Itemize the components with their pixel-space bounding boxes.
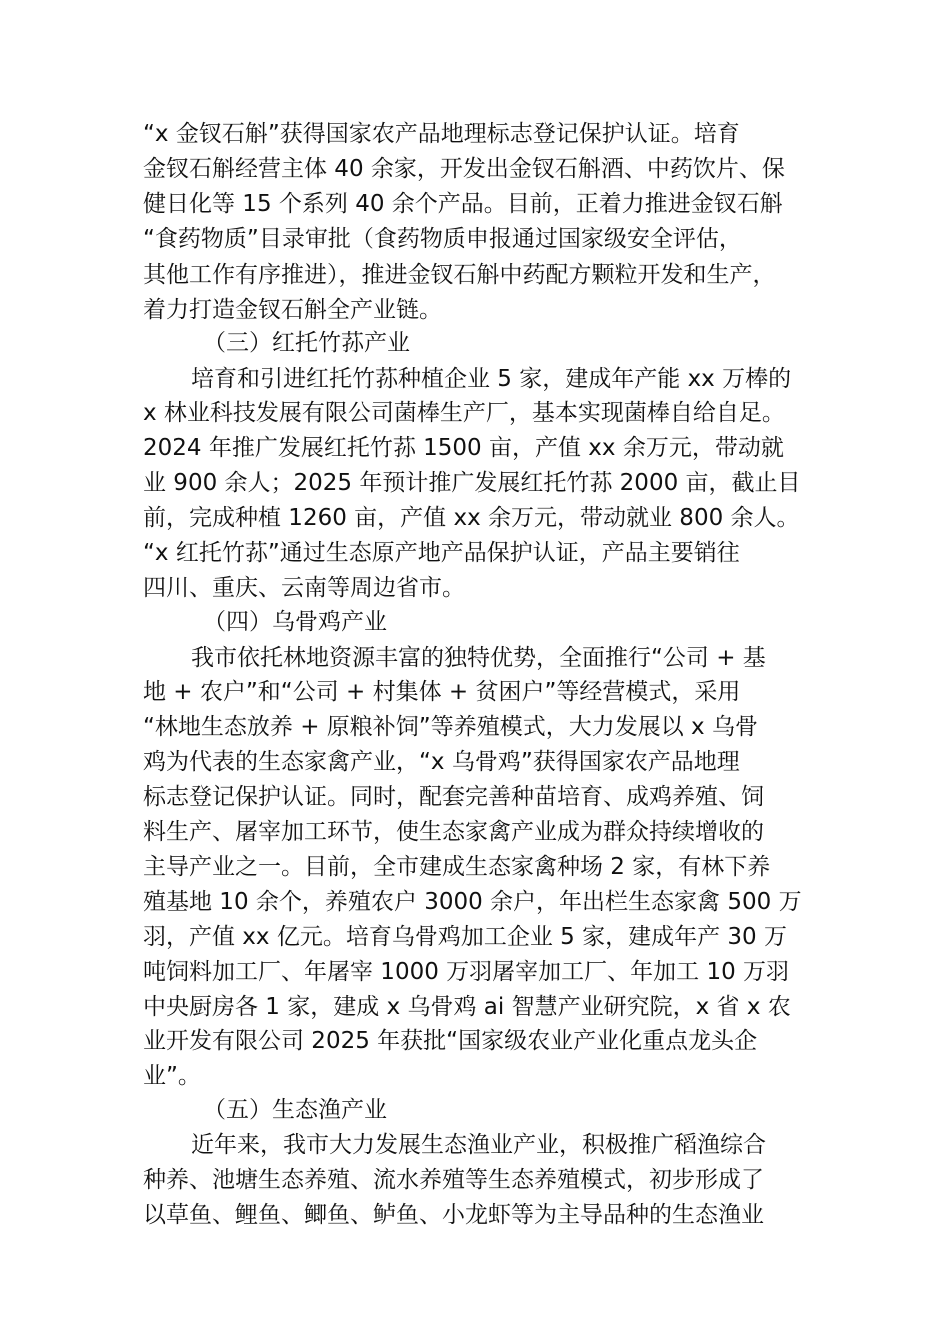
paragraph-line: 地 + 农户”和“公司 + 村集体 + 贫困户”等经营模式，采用 <box>143 679 741 705</box>
paragraph-line: 其他工作有序推进），推进金钗石斛中药配方颗粒开发和生产， <box>143 262 776 288</box>
section-heading: （三）红托竹荪产业 <box>203 330 410 356</box>
paragraph-line: 业”。 <box>143 1063 201 1089</box>
paragraph-line: 前，完成种植 1260 亩，产值 xx 余万元，带动就业 800 余人。 <box>143 505 800 531</box>
paragraph-line: 标志登记保护认证。同时，配套完善种苗培育、成鸡养殖、饲 <box>143 784 764 810</box>
paragraph-line: 四川、重庆、云南等周边省市。 <box>143 575 465 601</box>
paragraph-line: 料生产、屠宰加工环节，使生态家禽产业成为群众持续增收的 <box>143 819 764 845</box>
paragraph-line: 殖基地 10 余个，养殖农户 3000 余户，年出栏生态家禽 500 万 <box>143 889 802 915</box>
section-heading: （四）乌骨鸡产业 <box>203 609 387 635</box>
paragraph-line: 2024 年推广发展红托竹荪 1500 亩，产值 xx 余万元，带动就 <box>143 435 784 461</box>
paragraph-line: “x 金钗石斛”获得国家农产品地理标志登记保护认证。培育 <box>143 121 740 147</box>
paragraph-line: x 林业科技发展有限公司菌棒生产厂，基本实现菌棒自给自足。 <box>143 400 785 426</box>
paragraph-line: 羽，产值 xx 亿元。培育乌骨鸡加工企业 5 家，建成年产 30 万 <box>143 924 787 950</box>
paragraph-line: 健日化等 15 个系列 40 余个产品。目前，正着力推进金钗石斛 <box>143 191 783 217</box>
paragraph-line: 主导产业之一。目前，全市建成生态家禽种场 2 家，有林下养 <box>143 854 771 880</box>
paragraph-line: 中央厨房各 1 家，建成 x 乌骨鸡 ai 智慧产业研究院，x 省 x 农 <box>143 994 791 1020</box>
paragraph-line: 以草鱼、鲤鱼、鲫鱼、鲈鱼、小龙虾等为主导品种的生态渔业 <box>143 1202 764 1228</box>
paragraph-line: “林地生态放养 + 原粮补饲”等养殖模式，大力发展以 x 乌骨 <box>143 714 758 740</box>
paragraph-line: 业开发有限公司 2025 年获批“国家级农业产业化重点龙头企 <box>143 1028 758 1054</box>
paragraph-line: 鸡为代表的生态家禽产业，“x 乌骨鸡”获得国家农产品地理 <box>143 749 740 775</box>
paragraph-line: “食药物质”目录审批（食药物质申报通过国家级安全评估， <box>143 226 742 252</box>
section-heading: （五）生态渔产业 <box>203 1097 387 1123</box>
paragraph-line: 着力打造金钗石斛全产业链。 <box>143 297 442 323</box>
paragraph-line: 我市依托林地资源丰富的独特优势，全面推行“公司 + 基 <box>191 645 766 671</box>
paragraph-line: 业 900 余人；2025 年预计推广发展红托竹荪 2000 亩，截止目 <box>143 470 801 496</box>
paragraph-line: 吨饲料加工厂、年屠宰 1000 万羽屠宰加工厂、年加工 10 万羽 <box>143 959 790 985</box>
paragraph-line: 金钗石斛经营主体 40 余家，开发出金钗石斛酒、中药饮片、保 <box>143 156 785 182</box>
paragraph-line: 培育和引进红托竹荪种植企业 5 家，建成年产能 xx 万棒的 <box>191 366 792 392</box>
paragraph-line: 近年来，我市大力发展生态渔业产业，积极推广稻渔综合 <box>191 1132 766 1158</box>
paragraph-line: 种养、池塘生态养殖、流水养殖等生态养殖模式，初步形成了 <box>143 1167 764 1193</box>
paragraph-line: “x 红托竹荪”通过生态原产地产品保护认证，产品主要销往 <box>143 540 740 566</box>
